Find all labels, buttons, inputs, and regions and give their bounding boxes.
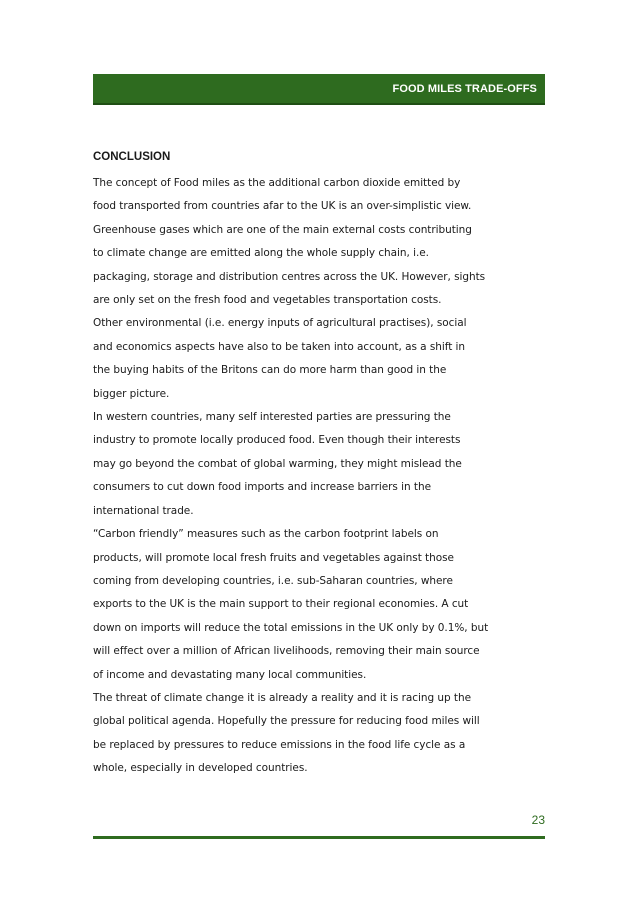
- body-line: will effect over a million of African livelihoods, removing their main source: [93, 645, 480, 658]
- body-line: bigger picture.: [93, 387, 170, 400]
- body-line: global political agenda. Hopefully the pressure for reducing food miles will: [93, 715, 480, 728]
- body-line: whole, especially in developed countries.: [93, 762, 308, 775]
- body-line: packaging, storage and distribution centres across the UK. However, sights: [93, 270, 486, 283]
- body-line: food transported from countries afar to the UK is an over-simplistic view.: [93, 200, 472, 213]
- body-line: the buying habits of the Britons can do more harm than good in the: [93, 364, 447, 377]
- body-line: and economics aspects have also to be taken into account, as a shift in: [93, 340, 466, 353]
- body-line: down on imports will reduce the total emissions in the UK only by 0.1%, but: [93, 621, 489, 634]
- header-bar: [93, 74, 545, 105]
- body-line: are only set on the fresh food and vegetables transportation costs.: [93, 294, 442, 307]
- section-heading: CONCLUSION: [93, 151, 171, 163]
- body-line: consumers to cut down food imports and increase barriers in the: [93, 481, 431, 494]
- header-title: FOOD MILES TRADE-OFFS: [392, 83, 537, 95]
- page-number: 23: [531, 813, 545, 827]
- body-text: [93, 172, 553, 781]
- body-line: may go beyond the combat of global warming, they might mislead the: [93, 457, 462, 470]
- body-line: Other environmental (i.e. energy inputs of agricultural practises), social: [93, 317, 467, 330]
- main-content: [93, 147, 553, 781]
- body-line: In western countries, many self interested parties are pressuring the: [93, 411, 451, 424]
- body-line: “Carbon friendly” measures such as the carbon footprint labels on: [93, 528, 439, 541]
- body-line: products, will promote local fresh fruits and vegetables against those: [93, 551, 454, 564]
- body-line: exports to the UK is the main support to their regional economies. A cut: [93, 598, 469, 611]
- body-line: of income and devastating many local communities.: [93, 668, 367, 681]
- body-line: Greenhouse gases which are one of the main external costs contributing: [93, 223, 472, 236]
- body-line: be replaced by pressures to reduce emissions in the food life cycle as a: [93, 738, 466, 751]
- body-line: international trade.: [93, 504, 194, 517]
- body-line: The threat of climate change it is already a reality and it is racing up the: [93, 691, 471, 704]
- body-line: industry to promote locally produced food. Even though their interests: [93, 434, 461, 447]
- footer-rule: [93, 836, 545, 839]
- body-line: to climate change are emitted along the whole supply chain, i.e.: [93, 247, 429, 260]
- body-line: coming from developing countries, i.e. sub-Saharan countries, where: [93, 574, 453, 587]
- body-line: The concept of Food miles as the additional carbon dioxide emitted by: [93, 177, 461, 189]
